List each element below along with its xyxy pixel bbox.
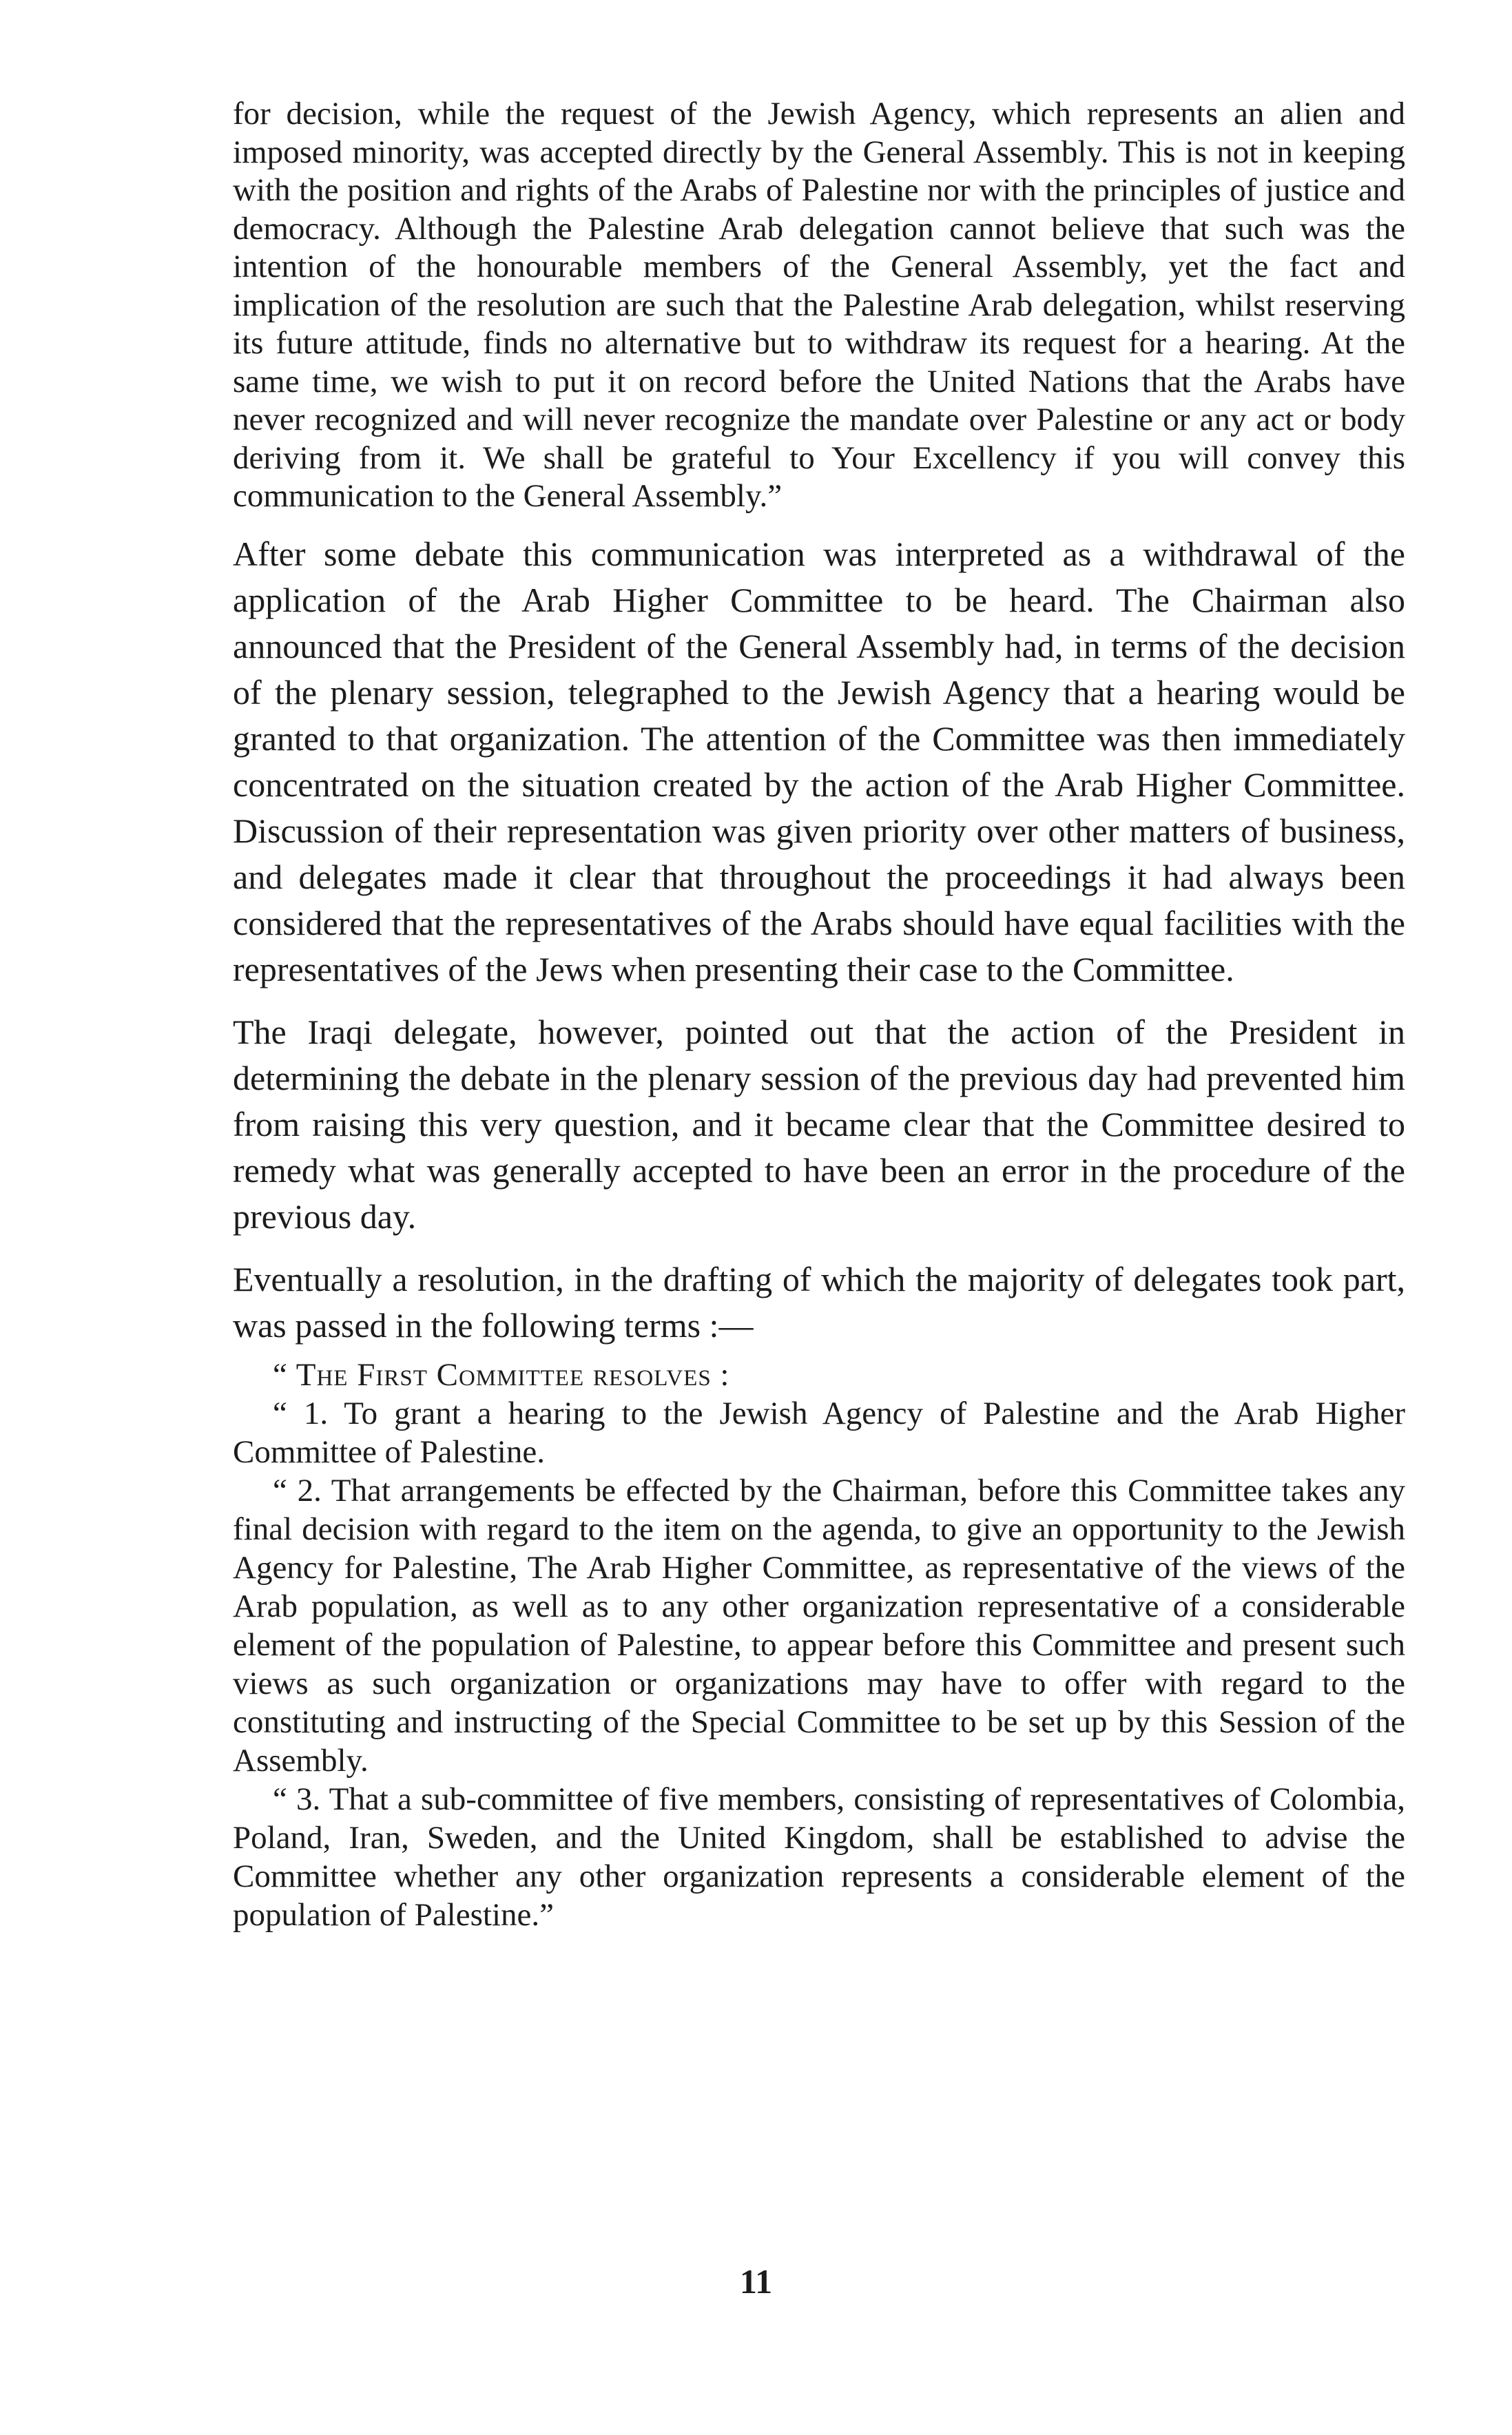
resolution-item-3: “ 3. That a sub-committee of five members, consisting of representatives of Colombia, Poland, Iran, Sweden, and the United Kingdom, shall be established to advise the Committee whether any other organization represents a considerable element of the population of Palestine.” bbox=[233, 1781, 1405, 1933]
page-number: 11 bbox=[739, 2262, 773, 2301]
resolution-item-1: “ 1. To grant a hearing to the Jewish Agency of Palestine and the Arab Higher Committee of Palestine. bbox=[233, 1395, 1405, 1470]
quoted-communication bbox=[233, 95, 1405, 516]
document-page bbox=[233, 95, 1405, 1934]
paragraph-resolution-intro: Eventually a resolution, in the drafting of which the majority of delegates took part, was passed in the following terms :— bbox=[233, 1259, 1405, 1345]
paragraph-debate-interpretation: After some debate this communication was interpreted as a withdrawal of the application of the Arab Higher Committee to be heard. The Chairman also announced that the President of the General Assembly had, in terms of the decision of the plenary session, telegraphed to the Jewish Agency that a hearing would be granted to that organization. The attention of the Committee was then immediately concentrated on the situation created by the action of the Arab Higher Committee. Discussion of their representation was given priority over other matters of business, and delegates made it clear that throughout the proceedings it had always been considered that the representatives of the Arabs should have equal facilities with the representatives of the Jews when presenting their case to the Committee. bbox=[233, 534, 1405, 988]
body-text bbox=[233, 531, 1405, 1349]
quote-continuation-text: for decision, while the request of the Jewish Agency, which represents an alien and imposed minority, was accepted directly by the General Assembly. This is not in keeping with the position and rights of the Arabs of Palestine nor with the principles of justice and democracy. Although the Palestine Arab delegation cannot believe that such was the intention of the honourable members of the General Assembly, yet the fact and implication of the resolution are such that the Palestine Arab delegation, whilst reserving its future attitude, finds no alternative but to withdraw its request for a hearing. At the same time, we wish to put it on record before the United Nations that the Arabs have never recognized and will never recognize the mandate over Palestine or any act or body deriving from it. We shall be grateful to Your Excellency if you will convey this communication to the General Assembly.” bbox=[233, 96, 1405, 514]
paragraph-iraqi-delegate: The Iraqi delegate, however, pointed out that the action of the President in determining the debate in the plenary session of the previous day had prevented him from raising this very question, and it became clear that the Committee desired to remedy what was generally accepted to have been an error in the procedure of the previous day. bbox=[233, 1012, 1405, 1236]
resolution-item-2: “ 2. That arrangements be effected by the Chairman, before this Committee takes any final decision with regard to the item on the agenda, to give an opportunity to the Jewish Agency for Palestine, The Arab Higher Committee, as representative of the views of the Arab population, as well as to any other organization representative of a considerable element of the population of Palestine, to appear before this Committee and present such views as such organization or organizations may have to offer with regard to the constituting and instructing of the Special Committee to be set up by this Session of the Assembly. bbox=[233, 1472, 1405, 1779]
resolution-block bbox=[233, 1356, 1405, 1934]
resolution-heading: “ The First Committee resolves : bbox=[273, 1356, 730, 1393]
